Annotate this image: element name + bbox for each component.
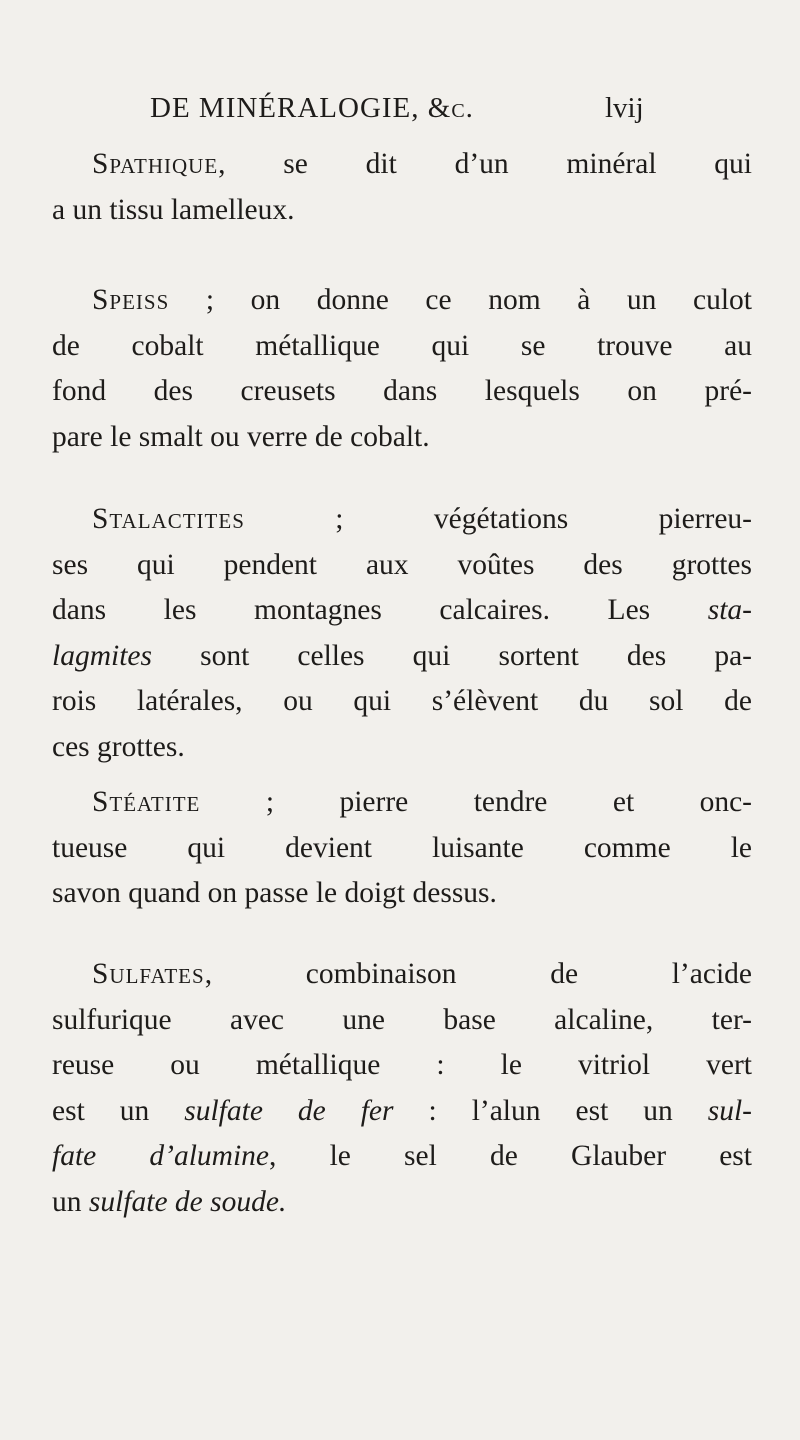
text-line bbox=[52, 952, 752, 998]
text-line bbox=[52, 369, 752, 415]
text-line bbox=[52, 634, 752, 680]
text-line bbox=[52, 1180, 752, 1226]
text-run: ses qui pendent aux voûtes des grottes bbox=[52, 548, 752, 581]
text-run: rois latérales, ou qui s’élèvent du sol de bbox=[52, 685, 752, 717]
entry-headword: Stéatite bbox=[92, 786, 201, 818]
text-run: est un bbox=[52, 1094, 185, 1127]
text-run: un bbox=[52, 1185, 89, 1218]
entry-headword: Speiss bbox=[92, 284, 170, 316]
text-run: pare le smalt ou verre de cobalt. bbox=[52, 420, 430, 453]
text-run: ces grottes. bbox=[52, 730, 185, 763]
text-run: , se dit d’un minéral qui bbox=[218, 148, 752, 180]
italic-term: fate d’alumine bbox=[52, 1140, 270, 1172]
text-run: a un tissu lamelleux. bbox=[52, 193, 295, 226]
text-run: ; végétations pierreu- bbox=[244, 503, 752, 535]
text-line bbox=[52, 142, 752, 188]
text-run: , combinaison de l’acide bbox=[204, 958, 752, 990]
text-line bbox=[52, 497, 752, 543]
text-line bbox=[52, 415, 752, 461]
entry-headword: Stalactites bbox=[92, 503, 245, 535]
text-run: : l’alun est un bbox=[393, 1094, 708, 1127]
text-line bbox=[52, 1089, 752, 1135]
text-run: , le sel de Glauber est bbox=[269, 1140, 752, 1172]
entry-speiss bbox=[52, 278, 752, 460]
text-run: dans les montagnes calcaires. Les bbox=[52, 594, 708, 626]
text-line bbox=[52, 1134, 752, 1180]
entry-headword: Spathique bbox=[92, 148, 219, 180]
running-header bbox=[0, 92, 800, 136]
text-line bbox=[52, 725, 752, 771]
text-run: savon quand on passe le doigt dessus. bbox=[52, 877, 497, 909]
entry-headword: Sulfates bbox=[92, 958, 205, 990]
entry-spathique bbox=[52, 142, 752, 233]
text-run: fond des creusets dans lesquels on pré- bbox=[52, 375, 752, 407]
text-run: ; pierre tendre et onc- bbox=[200, 786, 752, 818]
text-run: sont celles qui sortent des pa- bbox=[151, 639, 752, 672]
running-title: DE MINÉRALOGIE, &c. bbox=[150, 92, 474, 124]
text-line bbox=[52, 543, 752, 589]
text-line bbox=[52, 324, 752, 370]
text-run: ; on donne ce nom à un culot bbox=[169, 284, 752, 316]
text-line bbox=[52, 826, 752, 872]
text-line bbox=[52, 278, 752, 324]
text-run: de cobalt métallique qui se trouve au bbox=[52, 329, 752, 362]
text-line bbox=[52, 188, 752, 234]
entry-stalactites bbox=[52, 497, 752, 770]
italic-term: lagmites bbox=[52, 639, 152, 672]
page-number: lvij bbox=[605, 92, 644, 124]
entry-sulfates bbox=[52, 952, 752, 1225]
text-line bbox=[52, 871, 752, 917]
entry-steatite bbox=[52, 780, 752, 917]
text-line bbox=[52, 679, 752, 725]
text-line bbox=[52, 780, 752, 826]
text-line bbox=[52, 1043, 752, 1089]
italic-term: sulfate de fer bbox=[184, 1094, 394, 1127]
italic-term: sulfate de soude. bbox=[88, 1185, 287, 1218]
italic-term: sta- bbox=[707, 594, 752, 626]
text-run: reuse ou métallique : le vitriol vert bbox=[52, 1049, 752, 1081]
text-run: sulfurique avec une base alcaline, ter- bbox=[52, 1003, 752, 1036]
text-line bbox=[52, 998, 752, 1044]
text-line bbox=[52, 588, 752, 634]
text-run: tueuse qui devient luisante comme le bbox=[52, 831, 752, 864]
italic-term: sul- bbox=[707, 1094, 752, 1127]
